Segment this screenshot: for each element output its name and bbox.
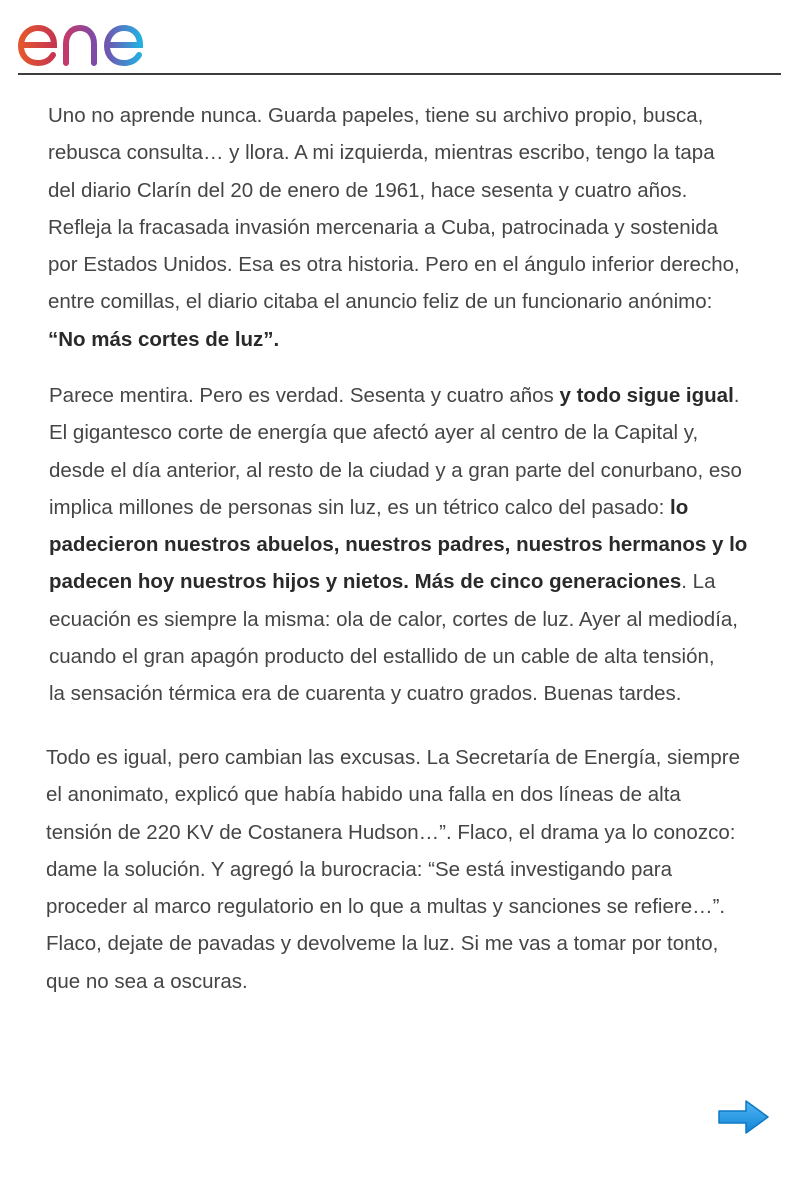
text-segment: la sensación térmica era de cuarenta y cuatro grados. Buenas tardes. [49, 682, 682, 706]
bold-text: padecen hoy nuestros hijos y nietos. Más de cinco generaciones [49, 570, 682, 594]
text-segment: entre comillas, el diario citaba el anuncio feliz de un funcionario anónimo: [48, 290, 713, 314]
bold-text: padecieron nuestros abuelos, nuestros padres, nuestros hermanos y lo [49, 533, 748, 557]
text-segment: Flaco, dejate de pavadas y devolveme la luz. Si me vas a tomar por tonto, [46, 932, 719, 956]
text-line [48, 321, 740, 358]
text-segment: ecuación es siempre la misma: ola de calor, cortes de luz. Ayer al mediodía, [49, 607, 738, 631]
text-line [49, 601, 747, 638]
text-segment: desde el día anterior, al resto de la ciudad y a gran parte del conurbano, eso [49, 458, 742, 482]
text-segment: Refleja la fracasada invasión mercenaria a Cuba, patrocinada y sostenida [48, 215, 719, 239]
text-segment: por Estados Unidos. Esa es otra historia. Pero en el ángulo inferior derecho, [48, 253, 740, 277]
paragraph-2 [49, 377, 747, 713]
text-line [48, 246, 740, 283]
next-page-button[interactable] [716, 1098, 770, 1136]
text-line [46, 925, 740, 962]
text-line [46, 814, 740, 851]
bold-text: “No más cortes de luz”. [48, 327, 280, 351]
paragraph-3 [46, 739, 740, 1000]
arrow-right-icon [716, 1098, 770, 1136]
text-line [48, 209, 740, 246]
site-header [0, 0, 800, 76]
header-divider [18, 73, 781, 75]
text-line [48, 283, 740, 320]
text-segment: proceder al marco regulatorio en lo que a multas y sanciones se refiere…”. [46, 895, 726, 919]
text-line [46, 851, 740, 888]
bold-text: y todo sigue igual [559, 384, 734, 407]
text-line [49, 452, 747, 489]
text-segment: . La [681, 570, 716, 594]
text-segment: implica millones de personas sin luz, es un tétrico calco del pasado: [49, 495, 671, 519]
paragraph-1 [48, 97, 740, 358]
text-line [49, 526, 747, 563]
text-line [46, 776, 740, 813]
enel-logo[interactable] [16, 6, 172, 70]
text-line [48, 172, 740, 209]
text-line [49, 377, 747, 414]
text-line [48, 134, 740, 171]
text-segment: Todo es igual, pero cambian las excusas. La Secretaría de Energía, siempre [46, 746, 740, 769]
text-segment: del diario Clarín del 20 de enero de 1961, hace sesenta y cuatro años. [48, 178, 688, 202]
text-line [49, 489, 747, 526]
text-line [46, 963, 740, 1000]
text-segment: cuando el gran apagón producto del estallido de un cable de alta tensión, [49, 645, 715, 669]
text-line [49, 675, 747, 712]
bold-text: lo [670, 495, 689, 519]
text-segment: Uno no aprende nunca. Guarda papeles, tiene su archivo propio, busca, [48, 104, 704, 127]
text-line [46, 739, 740, 776]
text-segment: tensión de 220 KV de Costanera Hudson…”. Flaco, el drama ya lo conozco: [46, 820, 736, 844]
text-segment: que no sea a oscuras. [46, 969, 248, 993]
text-segment: Parece mentira. Pero es verdad. Sesenta y cuatro años [49, 384, 560, 407]
text-line [46, 888, 740, 925]
text-segment: El gigantesco corte de energía que afectó ayer al centro de la Capital y, [49, 421, 699, 445]
text-segment: dame la solución. Y agregó la burocracia: “Se está investigando para [46, 857, 673, 881]
text-segment: el anonimato, explicó que había habido una falla en dos líneas de alta [46, 783, 681, 807]
text-line [49, 563, 747, 600]
text-line [49, 414, 747, 451]
text-segment: rebusca consulta… y llora. A mi izquierda, mientras escribo, tengo la tapa [48, 141, 715, 165]
text-line [48, 97, 740, 134]
text-segment: . [733, 384, 740, 407]
text-line [49, 638, 747, 675]
